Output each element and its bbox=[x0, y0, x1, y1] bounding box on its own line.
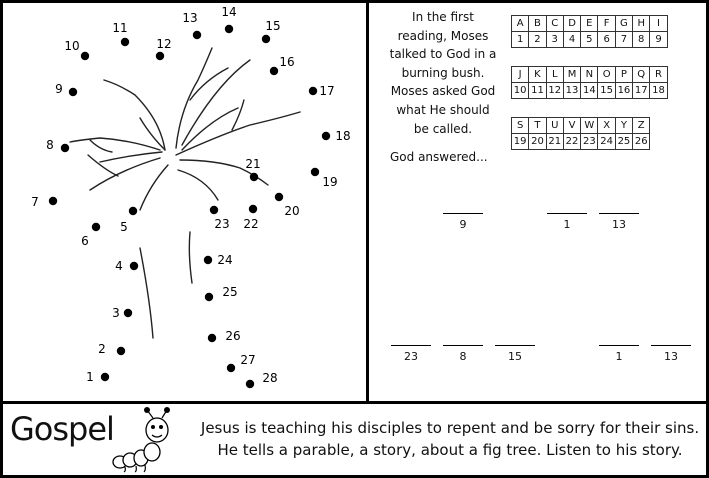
dot-number-label: 17 bbox=[319, 84, 335, 98]
cipher-letter-cell: N bbox=[581, 67, 598, 83]
cipher-number-cell: 8 bbox=[633, 32, 650, 48]
answer-blank[interactable] bbox=[391, 345, 431, 363]
dot-number-label: 10 bbox=[64, 39, 80, 53]
cipher-key-row1 bbox=[511, 15, 668, 48]
intro-line: burning bush. bbox=[401, 65, 485, 80]
cipher-letter-cell: Q bbox=[633, 67, 650, 83]
blank-number: 8 bbox=[459, 350, 467, 363]
cipher-key-row2 bbox=[511, 66, 668, 99]
cipher-number-cell: 24 bbox=[598, 134, 615, 150]
cipher-number-cell: 3 bbox=[546, 32, 563, 48]
cipher-number-cell: 11 bbox=[529, 83, 546, 99]
cipher-letter-cell: X bbox=[598, 118, 615, 134]
cipher-letter-cell: E bbox=[581, 16, 598, 32]
cipher-number-cell: 14 bbox=[581, 83, 598, 99]
dot-number-label: 8 bbox=[46, 138, 54, 152]
blank-number: 13 bbox=[612, 218, 626, 231]
blank-number: 15 bbox=[508, 350, 522, 363]
dot-number-label: 5 bbox=[120, 220, 128, 234]
dot-number-label: 27 bbox=[240, 353, 256, 367]
puzzle-dot[interactable] bbox=[61, 144, 69, 152]
cipher-number-cell: 13 bbox=[563, 83, 580, 99]
dot-number-label: 19 bbox=[322, 175, 338, 189]
cipher-letter-cell: F bbox=[598, 16, 615, 32]
dot-number-label: 25 bbox=[222, 285, 238, 299]
puzzle-dot[interactable] bbox=[227, 364, 235, 372]
dot-number-label: 11 bbox=[112, 21, 128, 35]
answer-blank[interactable] bbox=[443, 345, 483, 363]
answer-blank[interactable] bbox=[599, 213, 639, 231]
dot-number-label: 13 bbox=[182, 11, 198, 25]
cipher-letter-cell: L bbox=[546, 67, 563, 83]
puzzle-dot[interactable] bbox=[311, 168, 319, 176]
vertical-divider bbox=[366, 0, 369, 404]
cipher-letter-cell: M bbox=[563, 67, 580, 83]
cipher-number-cell: 1 bbox=[512, 32, 529, 48]
dot-number-label: 22 bbox=[243, 217, 259, 231]
cipher-number-cell: 7 bbox=[615, 32, 632, 48]
puzzle-dot[interactable] bbox=[275, 193, 283, 201]
dot-number-label: 28 bbox=[262, 371, 278, 385]
dot-number-label: 18 bbox=[335, 129, 351, 143]
puzzle-dot[interactable] bbox=[246, 380, 254, 388]
cipher-number-cell: 2 bbox=[529, 32, 546, 48]
cipher-number-cell: 4 bbox=[563, 32, 580, 48]
cipher-letter-cell: Y bbox=[615, 118, 632, 134]
blank-line bbox=[391, 345, 431, 346]
intro-line: reading, Moses bbox=[397, 28, 489, 43]
cipher-letter-cell: W bbox=[581, 118, 598, 134]
dot-number-label: 9 bbox=[55, 82, 63, 96]
cipher-number-cell: 18 bbox=[650, 83, 667, 99]
dot-number-label: 2 bbox=[98, 342, 106, 356]
cipher-number-cell: 20 bbox=[529, 134, 546, 150]
puzzle-dot[interactable] bbox=[49, 197, 57, 205]
cipher-letter-cell: A bbox=[512, 16, 529, 32]
puzzle-dot[interactable] bbox=[81, 52, 89, 60]
blank-line bbox=[495, 345, 535, 346]
answer-blank[interactable] bbox=[599, 345, 639, 363]
blank-number: 1 bbox=[615, 350, 623, 363]
cipher-letter-cell: Z bbox=[633, 118, 650, 134]
dot-number-label: 1 bbox=[86, 370, 94, 384]
puzzle-dot[interactable] bbox=[262, 35, 270, 43]
puzzle-dot[interactable] bbox=[193, 31, 201, 39]
dot-number-label: 24 bbox=[217, 253, 233, 267]
cipher-number-cell: 15 bbox=[598, 83, 615, 99]
dot-number-label: 3 bbox=[112, 306, 120, 320]
cipher-letter-cell: R bbox=[650, 67, 667, 83]
blank-line bbox=[599, 345, 639, 346]
puzzle-dot[interactable] bbox=[156, 52, 164, 60]
blank-number: 13 bbox=[664, 350, 678, 363]
intro-line: what He should bbox=[396, 102, 490, 117]
intro-line: In the first bbox=[412, 10, 474, 24]
cipher-number-cell: 23 bbox=[581, 134, 598, 150]
dot-number-label: 6 bbox=[81, 234, 89, 248]
cipher-letter-cell: P bbox=[615, 67, 632, 83]
puzzle-dot[interactable] bbox=[92, 223, 100, 231]
dot-number-label: 21 bbox=[245, 157, 261, 171]
puzzle-dot[interactable] bbox=[249, 205, 257, 213]
puzzle-dot[interactable] bbox=[124, 309, 132, 317]
cipher-letter-cell: O bbox=[598, 67, 615, 83]
cipher-number-cell: 5 bbox=[581, 32, 598, 48]
cipher-number-cell: 19 bbox=[512, 134, 529, 150]
intro-line: Moses asked God bbox=[390, 84, 496, 99]
cipher-letter-cell: B bbox=[529, 16, 546, 32]
cipher-number-cell: 6 bbox=[598, 32, 615, 48]
answer-blank[interactable] bbox=[547, 213, 587, 231]
puzzle-dot[interactable] bbox=[205, 293, 213, 301]
cipher-letter-cell: G bbox=[615, 16, 632, 32]
cipher-number-cell: 9 bbox=[650, 32, 667, 48]
cipher-number-cell: 10 bbox=[512, 83, 529, 99]
puzzle-dot[interactable] bbox=[121, 38, 129, 46]
puzzle-dot[interactable] bbox=[69, 88, 77, 96]
dot-number-label: 14 bbox=[221, 5, 237, 19]
blank-line bbox=[651, 345, 691, 346]
blank-number: 23 bbox=[404, 350, 418, 363]
cipher-letter-cell: V bbox=[563, 118, 580, 134]
gospel-line: Jesus is teaching his disciples to repent and be sorry for their sins. bbox=[200, 419, 700, 437]
dot-number-label: 16 bbox=[279, 55, 295, 69]
dot-number-label: 7 bbox=[31, 195, 39, 209]
cipher-letter-cell: K bbox=[529, 67, 546, 83]
cipher-key-row3 bbox=[511, 117, 650, 150]
cipher-number-cell: 25 bbox=[615, 134, 632, 150]
blank-line bbox=[443, 213, 483, 214]
cipher-number-cell: 16 bbox=[615, 83, 632, 99]
cipher-letter-cell: J bbox=[512, 67, 529, 83]
puzzle-dot[interactable] bbox=[250, 173, 258, 181]
gospel-title: Gospel bbox=[10, 410, 114, 448]
god-answered-text: God answered... bbox=[390, 150, 488, 164]
puzzle-dot[interactable] bbox=[309, 87, 317, 95]
blank-line bbox=[599, 213, 639, 214]
answer-blank[interactable] bbox=[443, 213, 483, 231]
answer-blank[interactable] bbox=[495, 345, 535, 363]
dot-number-label: 4 bbox=[115, 259, 123, 273]
dot-number-label: 23 bbox=[214, 217, 230, 231]
caterpillar-icon bbox=[110, 406, 190, 474]
puzzle-dot[interactable] bbox=[208, 334, 216, 342]
dot-group bbox=[31, 5, 350, 388]
intro-line: be called. bbox=[413, 121, 473, 136]
cipher-number-cell: 12 bbox=[546, 83, 563, 99]
puzzle-dot[interactable] bbox=[322, 132, 330, 140]
puzzle-dot[interactable] bbox=[101, 373, 109, 381]
dot-number-label: 12 bbox=[156, 37, 172, 51]
connect-the-dots-tree bbox=[0, 0, 366, 402]
blank-line bbox=[443, 345, 483, 346]
puzzle-dot[interactable] bbox=[130, 262, 138, 270]
cipher-letter-cell: S bbox=[512, 118, 529, 134]
cipher-number-cell: 22 bbox=[563, 134, 580, 150]
cipher-number-cell: 26 bbox=[633, 134, 650, 150]
answer-blank[interactable] bbox=[651, 345, 691, 363]
tree-sketch-lines bbox=[70, 48, 300, 338]
blank-number: 1 bbox=[563, 218, 571, 231]
puzzle-dot[interactable] bbox=[117, 347, 125, 355]
puzzle-dot[interactable] bbox=[204, 256, 212, 264]
cipher-letter-cell: U bbox=[546, 118, 563, 134]
gospel-line: He tells a parable, a story, about a fig tree. Listen to his story. bbox=[217, 441, 683, 459]
intro-line: talked to God in a bbox=[389, 47, 497, 62]
cipher-letter-cell: T bbox=[529, 118, 546, 134]
blank-number: 9 bbox=[459, 218, 467, 231]
cipher-letter-cell: D bbox=[563, 16, 580, 32]
dot-number-label: 20 bbox=[284, 204, 300, 218]
puzzle-dot[interactable] bbox=[129, 207, 137, 215]
blank-line bbox=[547, 213, 587, 214]
cipher-number-cell: 21 bbox=[546, 134, 563, 150]
puzzle-dot[interactable] bbox=[270, 67, 278, 75]
dot-number-label: 26 bbox=[225, 329, 241, 343]
cipher-letter-cell: C bbox=[546, 16, 563, 32]
reading-intro bbox=[382, 8, 504, 138]
gospel-description bbox=[196, 417, 704, 461]
cipher-letter-cell: H bbox=[633, 16, 650, 32]
puzzle-dot[interactable] bbox=[225, 25, 233, 33]
cipher-number-cell: 17 bbox=[633, 83, 650, 99]
dot-number-label: 15 bbox=[265, 19, 281, 33]
cipher-letter-cell: I bbox=[650, 16, 667, 32]
puzzle-dot[interactable] bbox=[210, 206, 218, 214]
